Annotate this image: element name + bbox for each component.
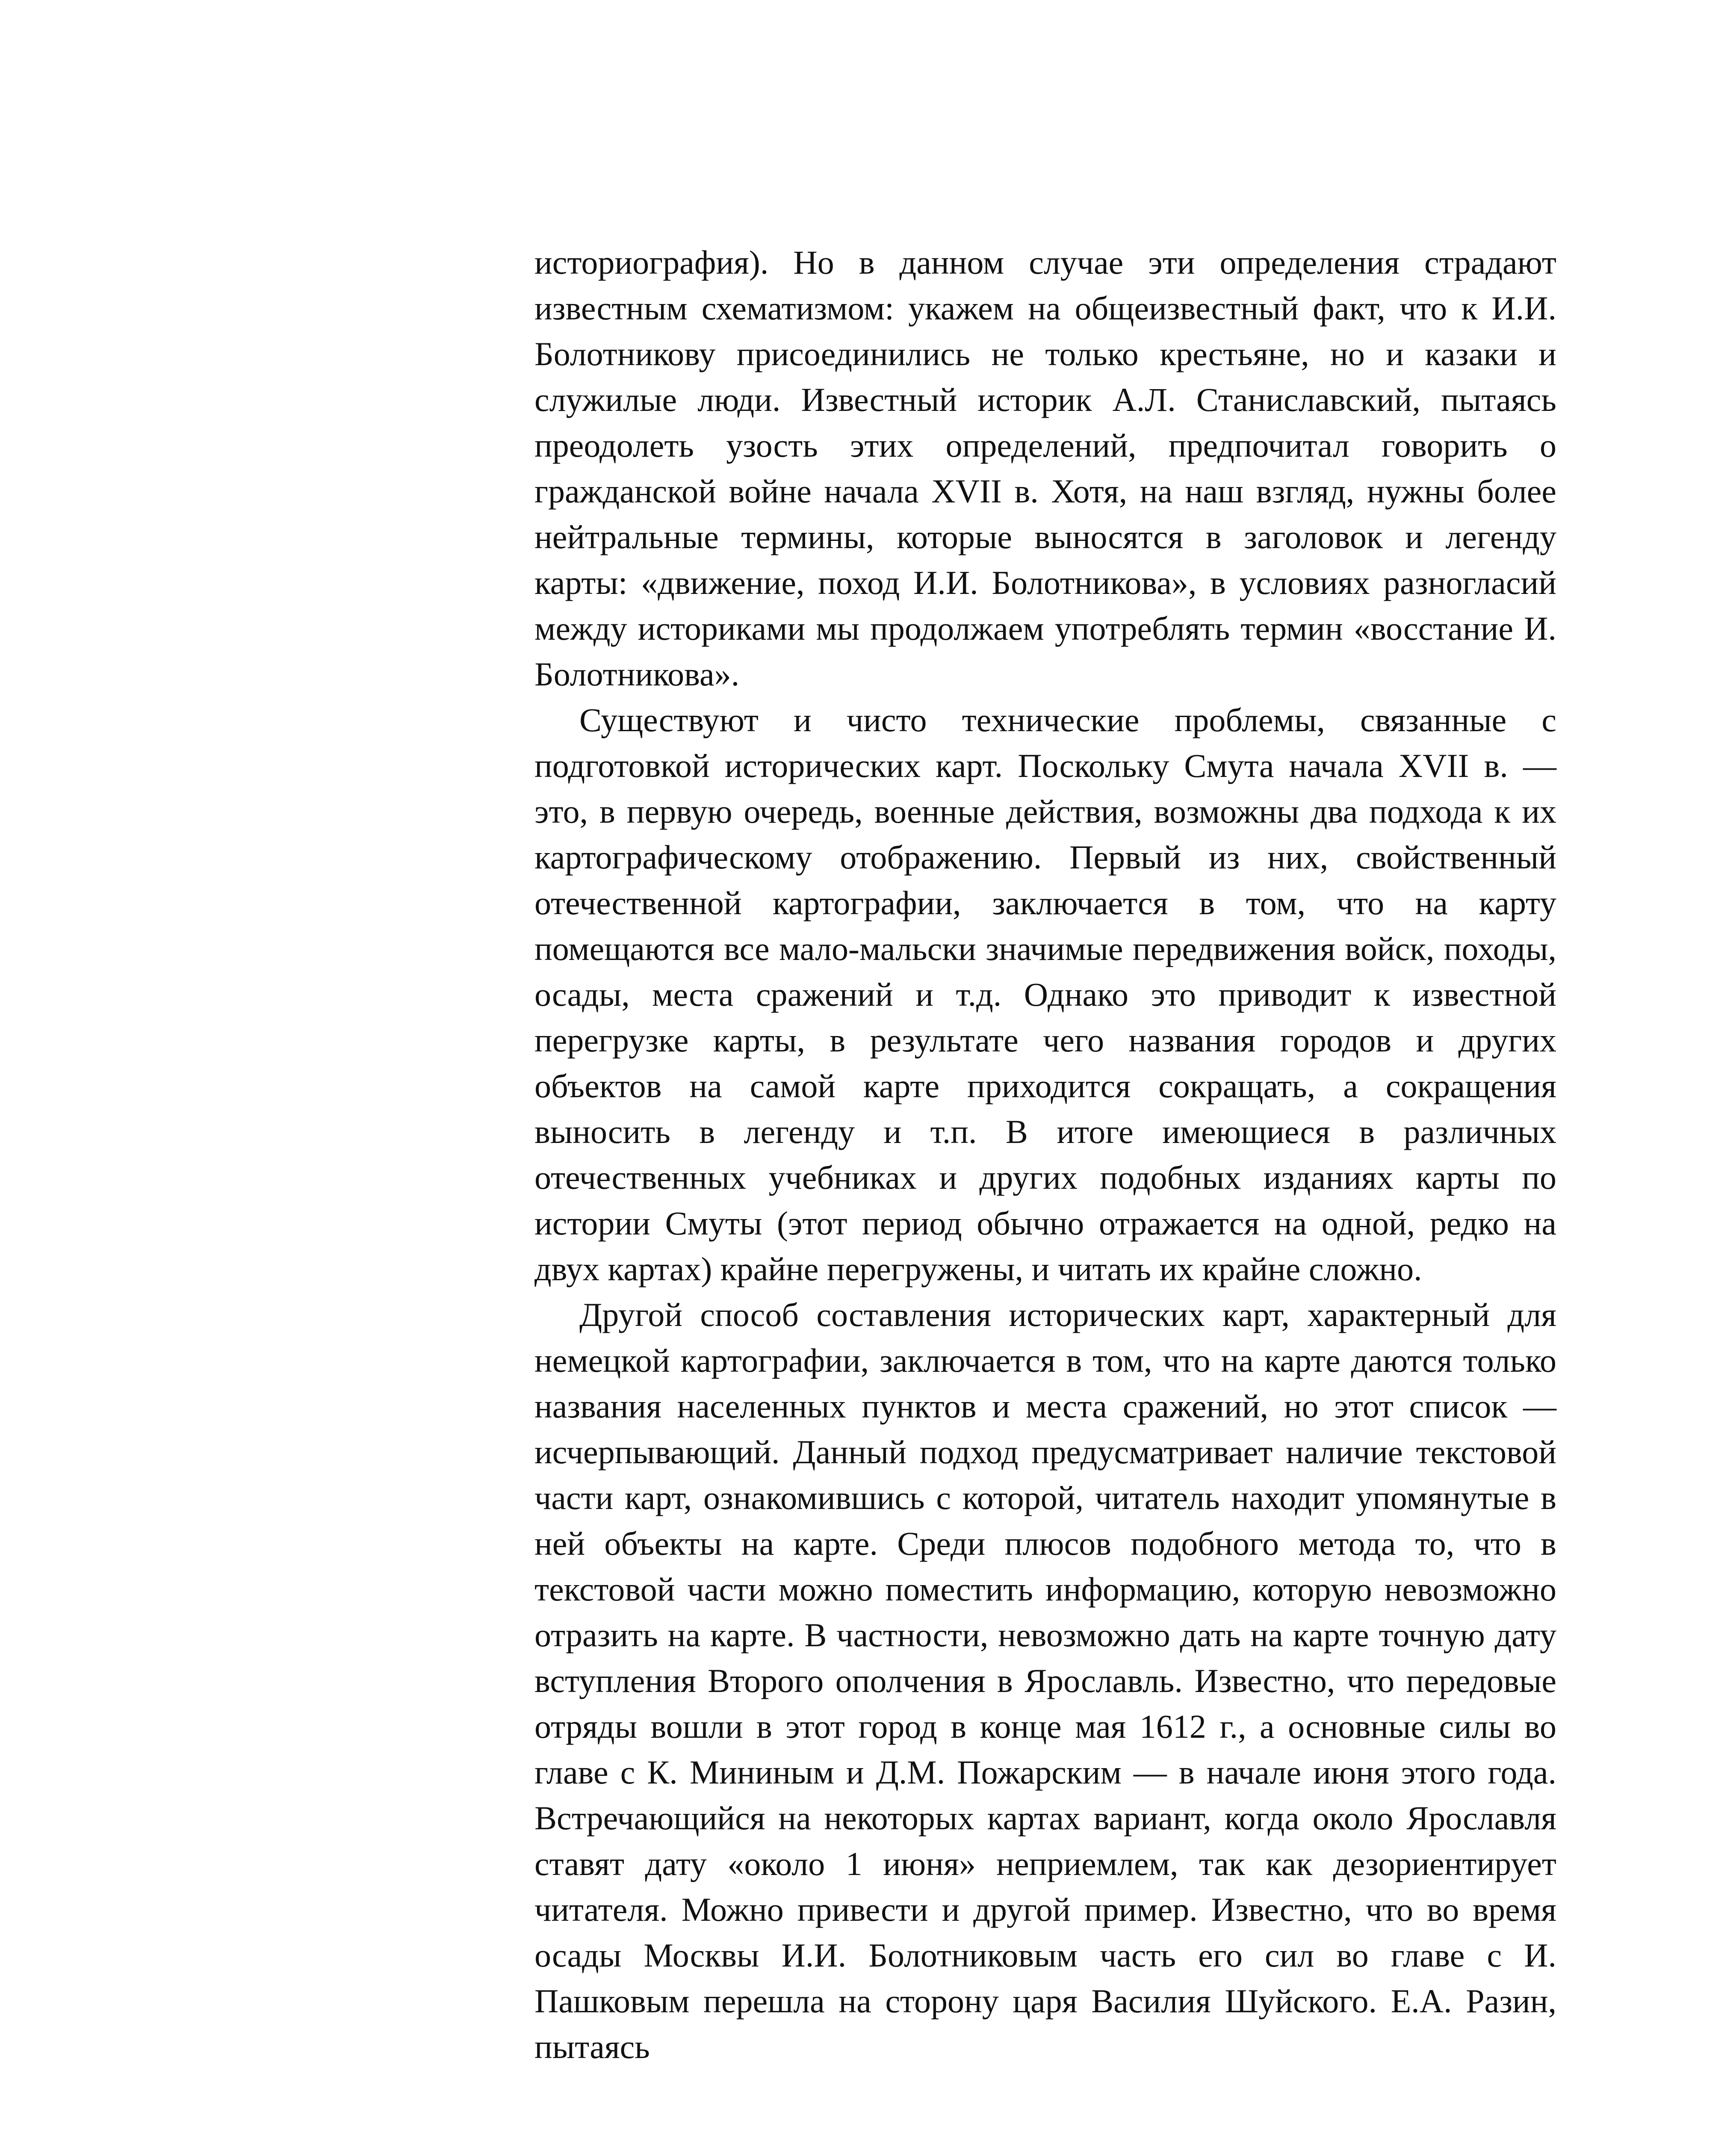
paragraph-2: Существуют и чисто технические проблемы, связанные с подготовкой исторических карт. Поскольку Смута начала XVII в. — это, в первую очередь, военные действия, возможны два подхода к их картографическому отображению. Первый из них, свойственный отечественной картографии, заключается в том, что на карту помещаются все мало-мальски значимые передвижения войск, походы, осады, места сражений и т.д. Однако это приводит к известной перегрузке карты, в результате чего названия городов и других объектов на самой карте приходится сокращать, а сокращения выносить в легенду и т.п. В итоге имеющиеся в различных отечественных учебниках и других подобных изданиях карты по истории Смуты (этот период обычно отражается на одной, редко на двух картах) крайне перегружены, и читать их крайне сложно. — [534, 701, 1556, 1288]
paragraph-1: историография). Но в данном случае эти определения страдают известным схематизмом: укажем на общеизвестный факт, что к И.И. Болотникову присоединились не только крестьяне, но и казаки и служилые люди. Известный историк А.Л. Станиславский, пытаясь преодолеть узость этих определений, предпочитал говорить о гражданской войне начала XVII в. Хотя, на наш взгляд, нужны более нейтральные термины, которые выносятся в заголовок и легенду карты: «движение, поход И.И. Болотникова», в условиях разногласий между историками мы продолжаем употреблять термин «восстание И. Болотникова». — [534, 244, 1556, 693]
paragraph-3: Другой способ составления исторических карт, характерный для немецкой картографии, заключается в том, что на карте даются только названия населенных пунктов и места сражений, но этот список — исчерпывающий. Данный подход предусматривает наличие текстовой части карт, ознакомившись с которой, читатель находит упомянутые в ней объекты на карте. Среди плюсов подобного метода то, что в текстовой части можно поместить информацию, которую невозможно отразить на карте. В частности, невозможно дать на карте точную дату вступления Второго ополчения в Ярославль. Известно, что передовые отряды вошли в этот город в конце мая 1612 г., а основные силы во главе с К. Мининым и Д.М. Пожарским — в начале июня этого года. Встречающийся на некоторых картах вариант, когда около Ярославля ставят дату «около 1 июня» неприемлем, так как дезориентирует читателя. Можно привести и другой пример. Известно, что во время осады Москвы И.И. Болотниковым часть его сил во главе с И. Пашковым перешла на сторону царя Василия Шуйского. Е.А. Разин, пытаясь — [534, 1296, 1556, 2065]
body-text — [534, 239, 1556, 2070]
